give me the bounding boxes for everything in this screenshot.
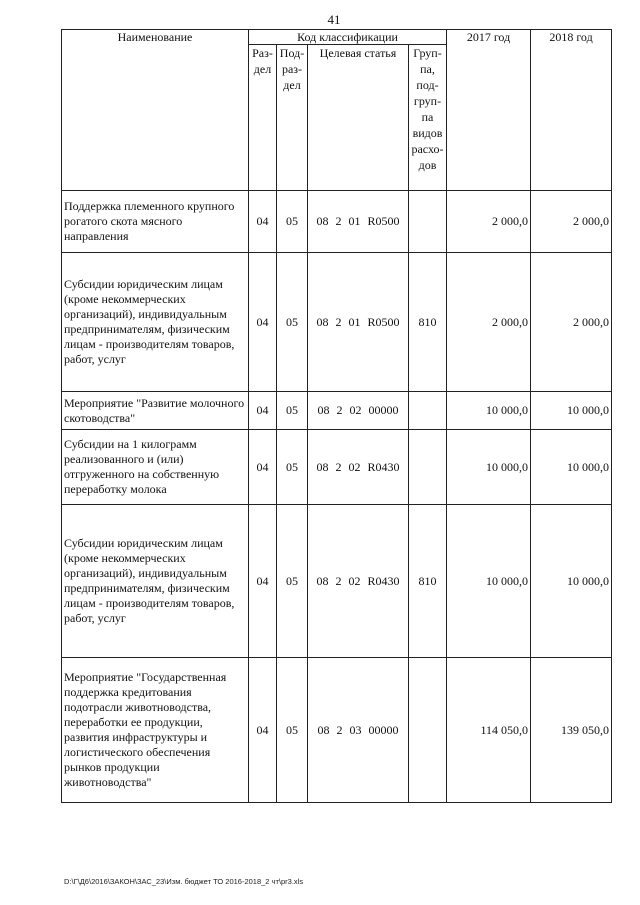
row-target-article: 08 2 02 00000: [308, 392, 409, 430]
row-name: Субсидии юридическим лицам (кроме некоммерческих организаций), индивидуальным предпринимателям, физическим лицам - производителям товаров, работ, услуг: [62, 253, 249, 392]
table-row: [62, 505, 612, 658]
row-section: 04: [249, 191, 277, 253]
row-target-article: 08 2 02 R0430: [308, 505, 409, 658]
header-section: [249, 45, 277, 191]
header-2018: 2018 год: [531, 30, 612, 191]
row-value-2017: 10 000,0: [447, 430, 531, 505]
row-value-2017: 10 000,0: [447, 392, 531, 430]
row-subsection: 05: [277, 253, 308, 392]
file-path-footer: D:\Г\Д6\2016\ЗАКОН\ЗАС_23\Изм. бюджет ТО 2016-2018_2 чт\pr3.xls: [64, 877, 304, 886]
row-value-2017: 114 050,0: [447, 658, 531, 803]
table-row: [62, 253, 612, 392]
row-name: Поддержка племенного крупного рогатого скота мясного направления: [62, 191, 249, 253]
row-name: Мероприятие "Государственная поддержка кредитования подотрасли животноводства, переработки ее продукции, развития инфраструктуры и логистического обеспечения рынков продукции животноводства": [62, 658, 249, 803]
table-row: [62, 392, 612, 430]
row-expense-type: [409, 658, 447, 803]
row-value-2018: 10 000,0: [531, 430, 612, 505]
row-value-2017: 10 000,0: [447, 505, 531, 658]
header-expense-type-text: Груп- па, под- груп- па видов расхо- дов: [411, 46, 444, 172]
header-section-text: Раз- дел: [252, 46, 273, 76]
row-subsection: 05: [277, 658, 308, 803]
row-value-2018: 2 000,0: [531, 253, 612, 392]
row-target-article: 08 2 02 R0430: [308, 430, 409, 505]
page-number: 41: [327, 12, 341, 27]
header-expense-type: [409, 45, 447, 191]
row-value-2018: 2 000,0: [531, 191, 612, 253]
table-row: [62, 191, 612, 253]
row-subsection: 05: [277, 392, 308, 430]
row-value-2018: 139 050,0: [531, 658, 612, 803]
row-subsection: 05: [277, 191, 308, 253]
row-expense-type: 810: [409, 505, 447, 658]
row-expense-type: [409, 430, 447, 505]
row-target-article: 08 2 03 00000: [308, 658, 409, 803]
row-name: Мероприятие "Развитие молочного скотоводства": [62, 392, 249, 430]
row-section: 04: [249, 430, 277, 505]
header-target-article-text: Целевая статья: [319, 46, 397, 60]
row-name: Субсидии на 1 килограмм реализованного и (или) отгруженного на собственную переработку молока: [62, 430, 249, 505]
header-code: Код классификации: [249, 30, 447, 45]
row-section: 04: [249, 658, 277, 803]
row-section: 04: [249, 505, 277, 658]
table-row: [62, 658, 612, 803]
row-expense-type: 810: [409, 253, 447, 392]
row-expense-type: [409, 392, 447, 430]
row-section: 04: [249, 253, 277, 392]
header-target-article: [308, 45, 409, 191]
budget-table: [61, 29, 612, 803]
row-name: Субсидии юридическим лицам (кроме некоммерческих организаций), индивидуальным предпринимателям, физическим лицам - производителям товаров, работ, услуг: [62, 505, 249, 658]
row-subsection: 05: [277, 430, 308, 505]
row-expense-type: [409, 191, 447, 253]
header-subsection: [277, 45, 308, 191]
row-subsection: 05: [277, 505, 308, 658]
row-value-2018: 10 000,0: [531, 392, 612, 430]
table-row: [62, 430, 612, 505]
row-target-article: 08 2 01 R0500: [308, 191, 409, 253]
header-subsection-text: Под- раз- дел: [279, 46, 305, 92]
row-value-2017: 2 000,0: [447, 191, 531, 253]
header-2017: 2017 год: [447, 30, 531, 191]
row-target-article: 08 2 01 R0500: [308, 253, 409, 392]
row-section: 04: [249, 392, 277, 430]
row-value-2018: 10 000,0: [531, 505, 612, 658]
header-name: Наименование: [62, 30, 249, 191]
row-value-2017: 2 000,0: [447, 253, 531, 392]
